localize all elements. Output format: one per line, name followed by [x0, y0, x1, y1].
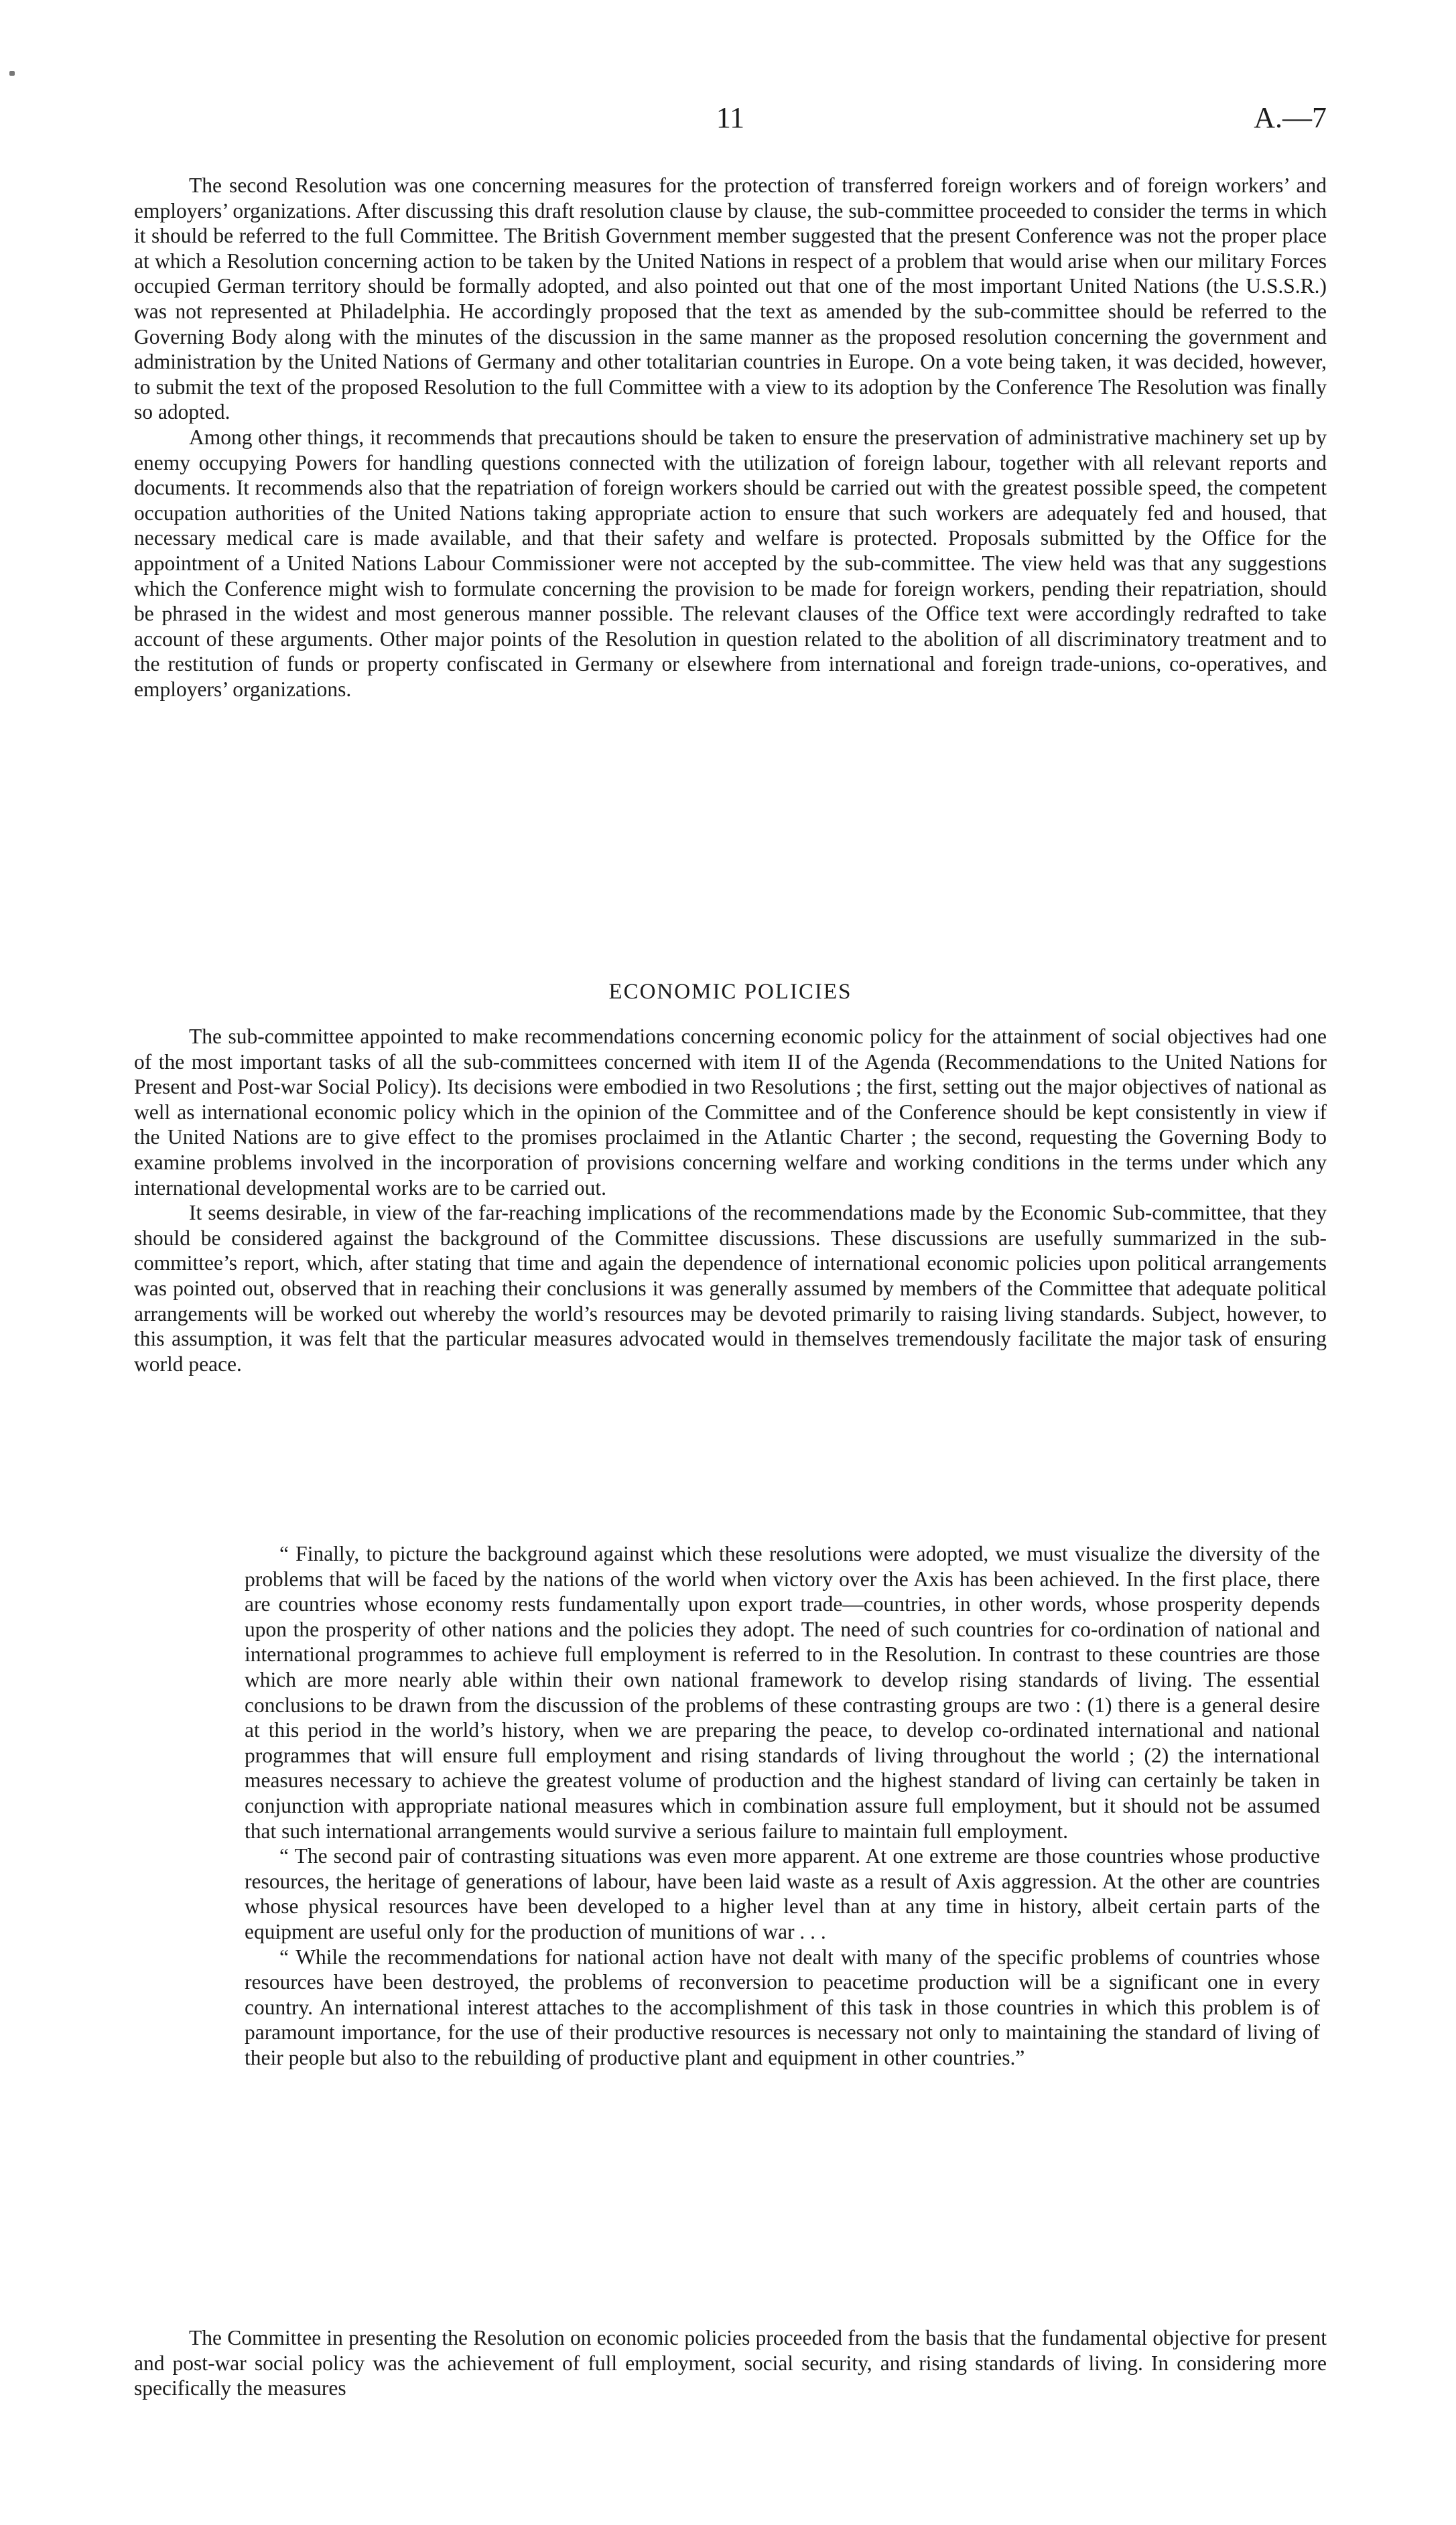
- page-reference: A.—7: [1254, 101, 1327, 134]
- body-paragraph: The Committee in presenting the Resolution on economic policies proceeded from the basis that the fundamental objective for present and post-war social policy was the achievement of full employment, social security, and rising standards of living. In considering more specifically the measures: [134, 2326, 1327, 2400]
- economic-policies-section: [134, 1024, 1327, 1376]
- closing-section: [134, 2325, 1327, 2401]
- report-quotation: [245, 1541, 1320, 2070]
- page-header: [134, 101, 1327, 141]
- quote-paragraph: “ Finally, to picture the background against which these resolutions were adopted, we must visualize the diversity of the problems that will be faced by the nations of the world when victory over the Axis has been achieved. In the first place, there are countries whose economy rests fundamentally upon export trade—countries, in other words, whose prosperity depends upon the prosperity of other nations and the policies they adopt. The need of such countries for co-ordination of national and international programmes to achieve full employment is referred to in the Resolution. In contrast to these countries are those which are more nearly able within their own national framework to develop rising standards of living. The essential conclusions to be drawn from the discussion of the problems of these contrasting groups are two : (1) there is a general desire at this period in the world’s history, when we are preparing the peace, to develop co-ordinated international and national programmes that will ensure full employment and rising standards of living throughout the world ; (2) the international measures necessary to achieve the greatest volume of production and the highest standard of living can certainly be taken in conjunction with appropriate national measures which in combination assure full employment, but it should not be assumed that such international arrangements would survive a serious failure to maintain full employment.: [245, 1542, 1320, 1843]
- scan-mark: [9, 71, 15, 76]
- transferred-workers-section: [134, 173, 1327, 702]
- quote-paragraph: “ The second pair of contrasting situations was even more apparent. At one extreme are those countries whose productive resources, the heritage of generations of labour, have been laid waste as a result of Axis aggression. At the other are countries whose physical resources have been developed to a higher level than at any time in history, albeit certain parts of the equipment are useful only for the production of munitions of war . . .: [245, 1844, 1320, 1943]
- body-paragraph: Among other things, it recommends that precautions should be taken to ensure the preservation of administrative machinery set up by enemy occupying Powers for handling questions connected with the utilization of foreign labour, together with all relevant reports and documents. It recommends also that the repatriation of foreign workers should be carried out with the greatest possible speed, the competent occupation authorities of the United Nations taking appropriate action to ensure that such workers are adequately fed and housed, that necessary medical care is made available, and that their safety and welfare is protected. Proposals submitted by the Office for the appointment of a United Nations Labour Commissioner were not accepted by the sub-committee. The view held was that any suggestions which the Conference might wish to formulate concerning the provision to be made for foreign workers, pending their repatriation, should be phrased in the widest and most generous manner possible. The relevant clauses of the Office text were accordingly redrafted to take account of these arguments. Other major points of the Resolution in question related to the abolition of all discriminatory treatment and to the restitution of funds or property confiscated in Germany or elsewhere from international and foreign trade-unions, co-operatives, and employers’ organizations.: [134, 425, 1327, 701]
- body-paragraph: It seems desirable, in view of the far-reaching implications of the recommendations made by the Economic Sub-committee, that they should be considered against the background of the Committee discussions. These discussions are usefully summarized in the sub-committee’s report, which, after stating that time and again the dependence of international economic policies upon political arrangements was pointed out, observed that in reaching their conclusions it was generally assumed by members of the Committee that adequate political arrangements will be worked out whereby the world’s resources may be devoted primarily to raising living standards. Subject, however, to this assumption, it was felt that the particular measures advocated would in themselves tremendously facilitate the major task of ensuring world peace.: [134, 1201, 1327, 1376]
- page-number: 11: [716, 101, 745, 134]
- body-paragraph: The second Resolution was one concerning measures for the protection of transferred foreign workers and of foreign workers’ and employers’ organizations. After discussing this draft resolution clause by clause, the sub-committee proceeded to consider the terms in which it should be referred to the full Committee. The British Government member suggested that the present Conference was not the proper place at which a Resolution concerning action to be taken by the United Nations in respect of a problem that would arise when our military Forces occupied German territory should be formally adopted, and also pointed out that one of the most important United Nations (the U.S.S.R.) was not represented at Philadelphia. He accordingly proposed that the text as amended by the sub-committee should be referred to the Governing Body along with the minutes of the discussion in the same manner as the proposed resolution concerning the government and administration by the United Nations of Germany and other totalitarian countries in Europe. On a vote being taken, it was decided, however, to submit the text of the proposed Resolution to the full Committee with a view to its adoption by the Conference The Resolution was finally so adopted.: [134, 174, 1327, 424]
- quote-paragraph: “ While the recommendations for national action have not dealt with many of the specific problems of countries whose resources have been destroyed, the problems of reconversion to peacetime production will be a significant one in every country. An international interest attaches to the accomplishment of this task in those countries in which this problem is of paramount importance, for the use of their productive resources is necessary not only to maintaining the standard of living of their people but also to the rebuilding of productive plant and equipment in other countries.”: [245, 1945, 1320, 2069]
- body-paragraph: The sub-committee appointed to make recommendations concerning economic policy for the attainment of social objectives had one of the most important tasks of all the sub-committees concerned with item II of the Agenda (Recommendations to the United Nations for Present and Post-war Social Policy). Its decisions were embodied in two Resolutions ; the first, setting out the major objectives of national as well as international economic policy which in the opinion of the Committee and of the Conference should be kept consistently in view if the United Nations are to give effect to the promises proclaimed in the Atlantic Charter ; the second, requesting the Governing Body to examine problems involved in the incorporation of provisions concerning welfare and working conditions in the terms under which any international developmental works are to be carried out.: [134, 1025, 1327, 1200]
- section-heading: ECONOMIC POLICIES: [608, 980, 852, 1004]
